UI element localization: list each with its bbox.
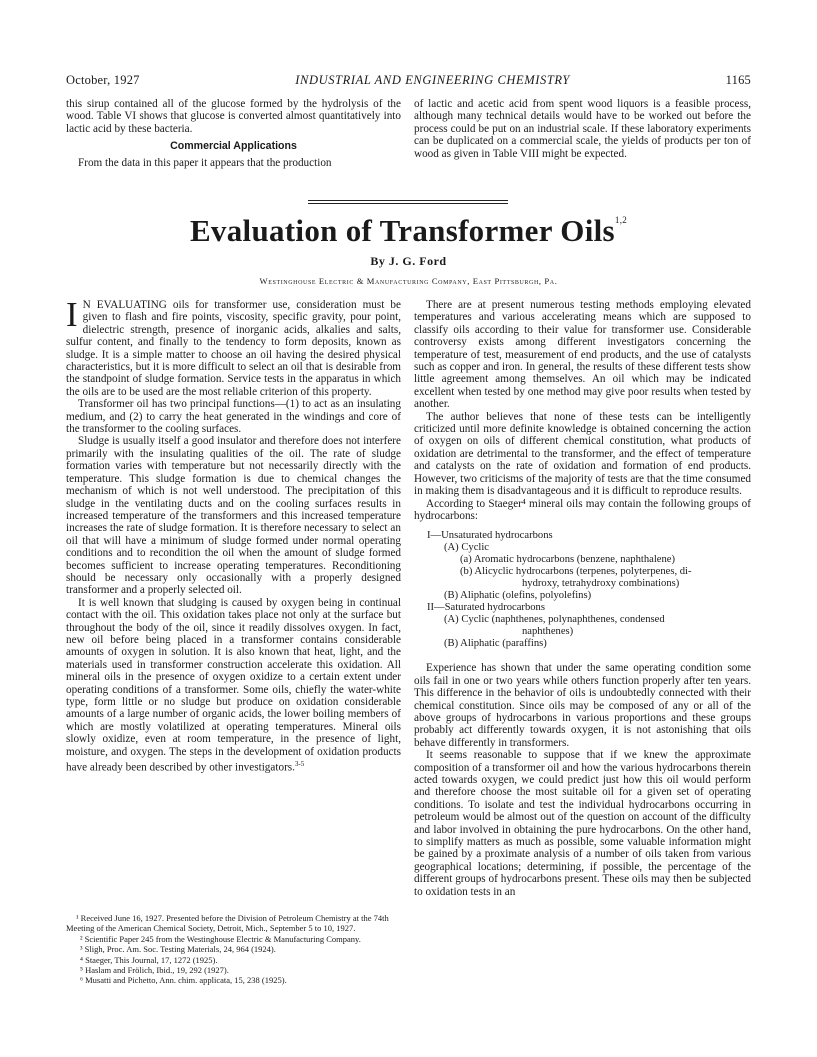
title-footnote-refs: 1,2: [614, 215, 628, 225]
footnote: ⁴ Staeger, This Journal, 17, 1272 (1925).: [80, 954, 218, 965]
previous-article-left-column: [66, 98, 401, 169]
paragraph-text: It is well known that sludging is caused by oxygen being in continual contact with the oil. This oxidation takes place not only at the surface but throughout the body of the oil, since it readily dissolves oxygen. In fact, new oil before being placed in a transformer contains considerable amounts of oxygen in solution. It is also known that heat, light, and the materials used in transformer construction accelerate this oxidation. All mineral oils in the presence of oxygen oxidize to a certain extent under operating conditions of a transformer. Some oils, chiefly the water-white type, form little or no sludge but produce on oxidation considerable amounts of a large number of organic acids, the lower boiling members of which are mostly volatilized at operating temperatures. Mineral oils slowly oxidize, even at room temperature, in the presence of light, moisture, and oxygen. The steps in the development of oxidation products have already been described by other investigators.: [66, 596, 401, 774]
outline-item: I—Unsaturated hydrocarbons: [427, 530, 553, 542]
article-left-column: [66, 295, 401, 774]
outline-item: II—Saturated hydrocarbons: [427, 602, 545, 614]
page-number: 1165: [725, 73, 751, 87]
paragraph-text: N EVALUATING oils for transformer use, consideration must be given to flash and fire points, viscosity, specific gravity, pour point, dielectric strength, presence of inorganic acids, alkalies and salts, sulfur content, and finally to the tendency to form deposits, known as sludge. It is a simple matter to choose an oil having the desired physical characteristics, but it is more difficult to select an oil that is desirable from the standpoint of sludge formation. Service tests in the apparatus in which the oils are to be used are the most reliable criterion of this property.: [66, 299, 401, 398]
footnote: ² Scientific Paper 245 from the Westinghouse Electric & Manufacturing Company.: [80, 933, 361, 944]
outline-item: (B) Aliphatic (olefins, polyolefins): [444, 590, 592, 602]
outline-item-continuation: hydroxy, tetrahydroxy combinations): [522, 578, 680, 590]
divider-rule: [308, 200, 508, 201]
article-right-column: [414, 299, 751, 898]
article-title-text: Evaluation of Transformer Oils: [189, 213, 615, 248]
author-byline: By J. G. Ford: [370, 254, 447, 268]
divider-rule: [308, 203, 508, 204]
footnote: ¹ Received June 16, 1927. Presented before the Division of Petroleum Chemistry at the 74th Meeting of the American Chemical Society, Detroit, Mich., September 5 to 10, 1927.: [66, 913, 389, 934]
article-paragraph: Transformer oil has two principal functions—(1) to act as an insulating medium, and (2) to carry the heat generated in the windings and core of the transformer to the cooling surfaces.: [66, 398, 401, 436]
article-paragraph: There are at present numerous testing methods employing elevated temperatures and various accelerating means which are supposed to classify oils according to their value for transformer use. Considerable controversy exists among different investigators concerning the temperature of test, measurement of end products, and the use of catalysts such as copper and iron. In general, the results of these different tests show little agreement among themselves. An oil which may be indicated excellent when tested by one method may give poor results when tested by another.: [414, 299, 751, 411]
outline-item: (A) Cyclic (naphthenes, polynaphthenes, condensed: [444, 614, 665, 626]
article-paragraph: It seems reasonable to suppose that if we knew the approximate composition of a transformer oil and how the various hydrocarbons therein acted towards oxygen, we could predict just how this oil would perform and therefore choose the most suitable oil for a given set of operating conditions. To isolate and test the individual hydrocarbons occurring in petroleum would be almost out of the question on account of the difficulty and labor involved in obtaining the pure hydrocarbons. On the other hand, to simplify matters as much as possible, some valuable information might be gained by a proximate analysis of a number of oils taken from various geographical locations; determining, if possible, the percentage of the different groups of hydrocarbons present. These oils may then be subjected to oxidation tests in an: [414, 749, 751, 898]
author-affiliation: Westinghouse Electric & Manufacturing Company, East Pittsburgh, Pa.: [259, 276, 558, 286]
outline-item: (a) Aromatic hydrocarbons (benzene, naphthalene): [460, 554, 676, 566]
outline-item: (b) Alicyclic hydrocarbons (terpenes, polyterpenes, di-: [460, 566, 692, 578]
outline-item: (B) Aliphatic (paraffins): [444, 638, 547, 650]
outline-item-continuation: naphthenes): [522, 626, 574, 638]
footnote: ³ Sligh, Proc. Am. Soc. Testing Materials, 24, 964 (1924).: [80, 944, 276, 955]
drop-cap: I: [66, 295, 78, 334]
journal-name: INDUSTRIAL AND ENGINEERING CHEMISTRY: [295, 73, 570, 87]
article-paragraph: [66, 597, 401, 774]
footnote-refs: 3-5: [294, 760, 305, 769]
outline-item: (A) Cyclic: [444, 542, 490, 554]
article-title: [0, 213, 817, 249]
section-heading: Commercial Applications: [170, 140, 297, 153]
footnote: ⁵ Haslam and Frölich, Ibid., 19, 292 (1927).: [80, 965, 229, 976]
footnote: ⁶ Musatti and Pichetto, Ann. chim. applicata, 15, 238 (1925).: [80, 975, 287, 986]
article-paragraph: [66, 295, 401, 398]
article-paragraph: Experience has shown that under the same operating condition some oils fail in one or two years while others function properly after ten years. This difference in the behavior of oils is undoubtedly connected with their chemical constitution. Since oils may be composed of any or all of the above groups of hydrocarbons in various proportions and these groups probably act differently towards oxygen, it is not astonishing that oils behave differently in transformers.: [414, 662, 751, 749]
running-head: [66, 73, 751, 88]
footnotes: [66, 913, 401, 986]
previous-article-paragraph: of lactic and acetic acid from spent wood liquors is a feasible process, although many technical details would have to be worked out before the process could be put on an industrial scale. If these laboratory experiments can be duplicated on a commercial scale, the yields of products per ton of wood as given in Table VIII might be expected.: [414, 98, 751, 160]
previous-article-paragraph: this sirup contained all of the glucose formed by the hydrolysis of the wood. Table VI shows that glucose is converted almost quantitatively into lactic acid by these bacteria.: [66, 98, 401, 135]
previous-article-paragraph: From the data in this paper it appears that the production: [78, 156, 332, 169]
article-paragraph: Sludge is usually itself a good insulator and therefore does not interfere primarily with the insulating qualities of the oil. The rate of sludge formation varies with temperature but not necessarily directly with the temperature. This sludge formation is due to chemical changes the mechanism of which is not well understood. The precipitation of this sludge in the ventilating ducts and on the cooling surfaces results in increased temperature of the transformers and this increased temperature increases the rate of sludge formation. It is therefore necessary to select an oil that will have a minimum of sludge formed under normal operating conditions and to recondition the oil when the amount of sludge formed becomes sufficient to increase operating temperatures. Reconditioning should be necessary only occasionally with a properly designed transformer and a properly selected oil.: [66, 435, 401, 597]
article-paragraph: According to Staeger⁴ mineral oils may contain the following groups of hydrocarbons:: [414, 497, 751, 522]
issue-date: October, 1927: [66, 73, 140, 87]
hydrocarbon-classification-list: [414, 530, 751, 650]
article-paragraph: The author believes that none of these tests can be intelligently criticized until more definite knowledge is obtained concerning the action of oxygen on oils of different chemical constitution, what products of oxidation are detrimental to the transformer, and the effect of temperature and catalysts on the rate of oxidation and formation of end products. However, two criticisms of the majority of tests are that the time consumed in making them is disadvantageous and it is difficult to reproduce results.: [414, 410, 751, 498]
previous-article-right-column: [414, 98, 751, 160]
